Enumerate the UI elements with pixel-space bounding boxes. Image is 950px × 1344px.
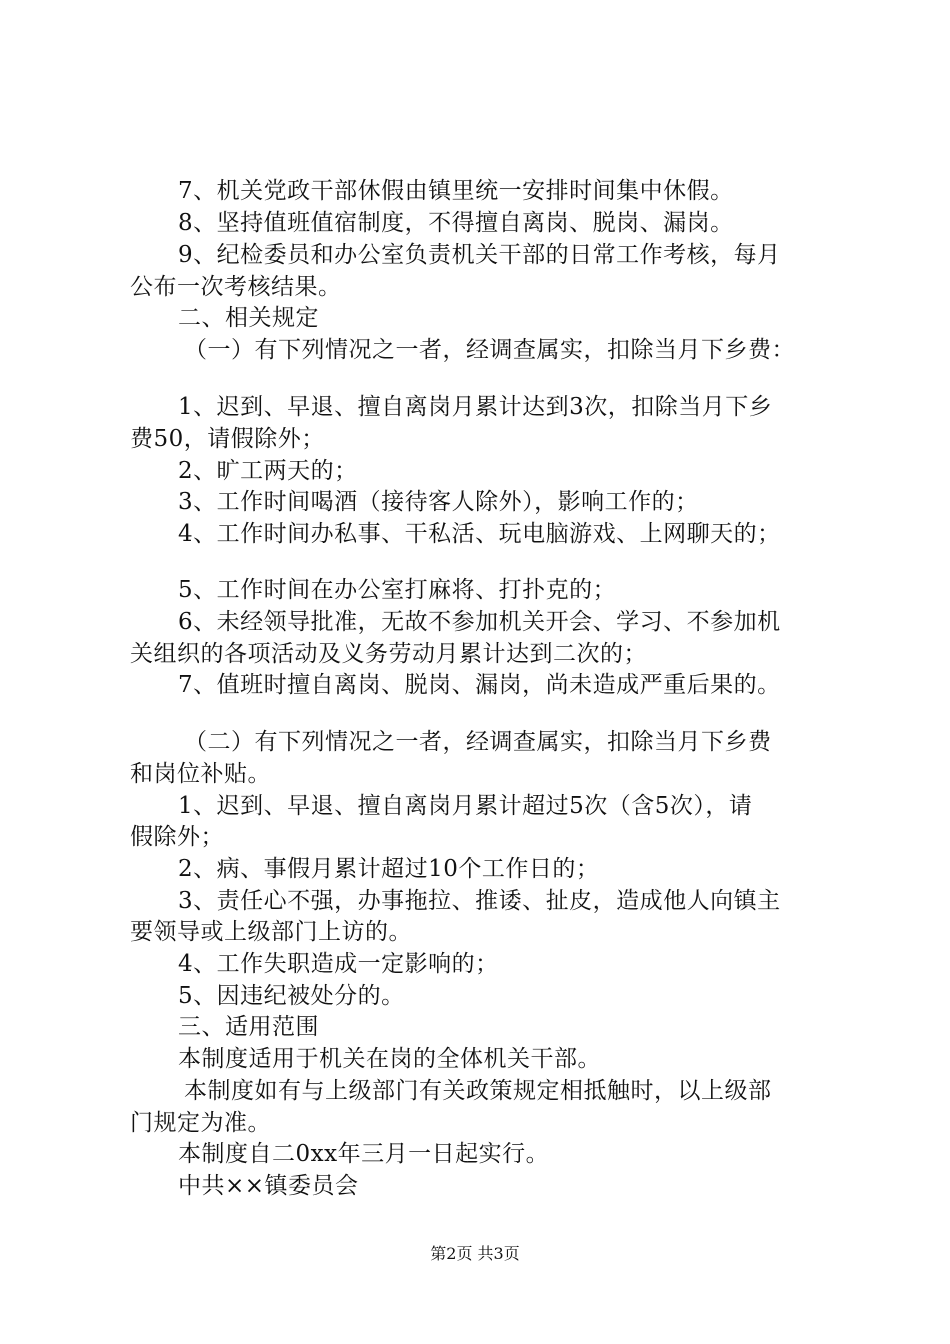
paragraph-line-12: 5、工作时间在办公室打麻将、打扑克的； (178, 577, 617, 603)
paragraph-line-8: 费50，请假除外； (130, 426, 325, 452)
paragraph-line-9: 2、旷工两天的； (178, 458, 358, 484)
subsection-heading-2: （二）有下列情况之一者，经调查属实，扣除当月下乡费 (184, 729, 772, 755)
section-heading-2: 二、相关规定 (178, 305, 319, 331)
paragraph-line-22: 要领导或上级部门上访的。 (130, 919, 412, 945)
paragraph-line-21: 3、责任心不强，办事拖拉、推诿、扯皮，造成他人向镇主 (178, 888, 781, 914)
paragraph-line-17: 和岗位补贴。 (130, 761, 271, 787)
paragraph-line-23: 4、工作失职造成一定影响的； (178, 951, 499, 977)
paragraph-line-19: 假除外； (130, 824, 224, 850)
page-number-footer: 第2页 共3页 (430, 1244, 520, 1263)
paragraph-line-10: 3、工作时间喝酒（接待客人除外），影响工作的； (178, 489, 699, 515)
paragraph-line-14: 关组织的各项活动及义务劳动月累计达到二次的； (130, 641, 647, 667)
paragraph-line-29: 本制度自二0xx年三月一日起实行。 (178, 1141, 550, 1167)
paragraph-line-11: 4、工作时间办私事、干私活、玩电脑游戏、上网聊天的； (178, 521, 781, 547)
paragraph-line-27: 本制度如有与上级部门有关政策规定相抵触时，以上级部 (184, 1078, 772, 1104)
paragraph-line-28: 门规定为准。 (130, 1110, 271, 1136)
paragraph-line-15: 7、值班时擅自离岗、脱岗、漏岗，尚未造成严重后果的。 (178, 672, 781, 698)
paragraph-line-26: 本制度适用于机关在岗的全体机关干部。 (178, 1046, 601, 1072)
signature-line: 中共××镇委员会 (178, 1173, 359, 1199)
paragraph-line-13: 6、未经领导批准，无故不参加机关开会、学习、不参加机 (178, 609, 781, 635)
paragraph-line-18: 1、迟到、早退、擅自离岗月累计超过5次（含5次），请 (178, 793, 753, 819)
paragraph-line-24: 5、因违纪被处分的。 (178, 983, 405, 1009)
paragraph-line-4: 公布一次考核结果。 (130, 274, 342, 300)
paragraph-line-7: 1、迟到、早退、擅自离岗月累计达到3次，扣除当月下乡 (178, 394, 773, 420)
subsection-heading-1: （一）有下列情况之一者，经调查属实，扣除当月下乡费： (184, 337, 795, 363)
paragraph-line-1: 7、机关党政干部休假由镇里统一安排时间集中休假。 (178, 178, 734, 204)
paragraph-line-3: 9、纪检委员和办公室负责机关干部的日常工作考核，每月 (178, 242, 781, 268)
section-heading-3: 三、适用范围 (178, 1014, 319, 1040)
paragraph-line-2: 8、坚持值班值宿制度，不得擅自离岗、脱岗、漏岗。 (178, 210, 734, 236)
paragraph-line-20: 2、病、事假月累计超过10个工作日的； (178, 856, 600, 882)
